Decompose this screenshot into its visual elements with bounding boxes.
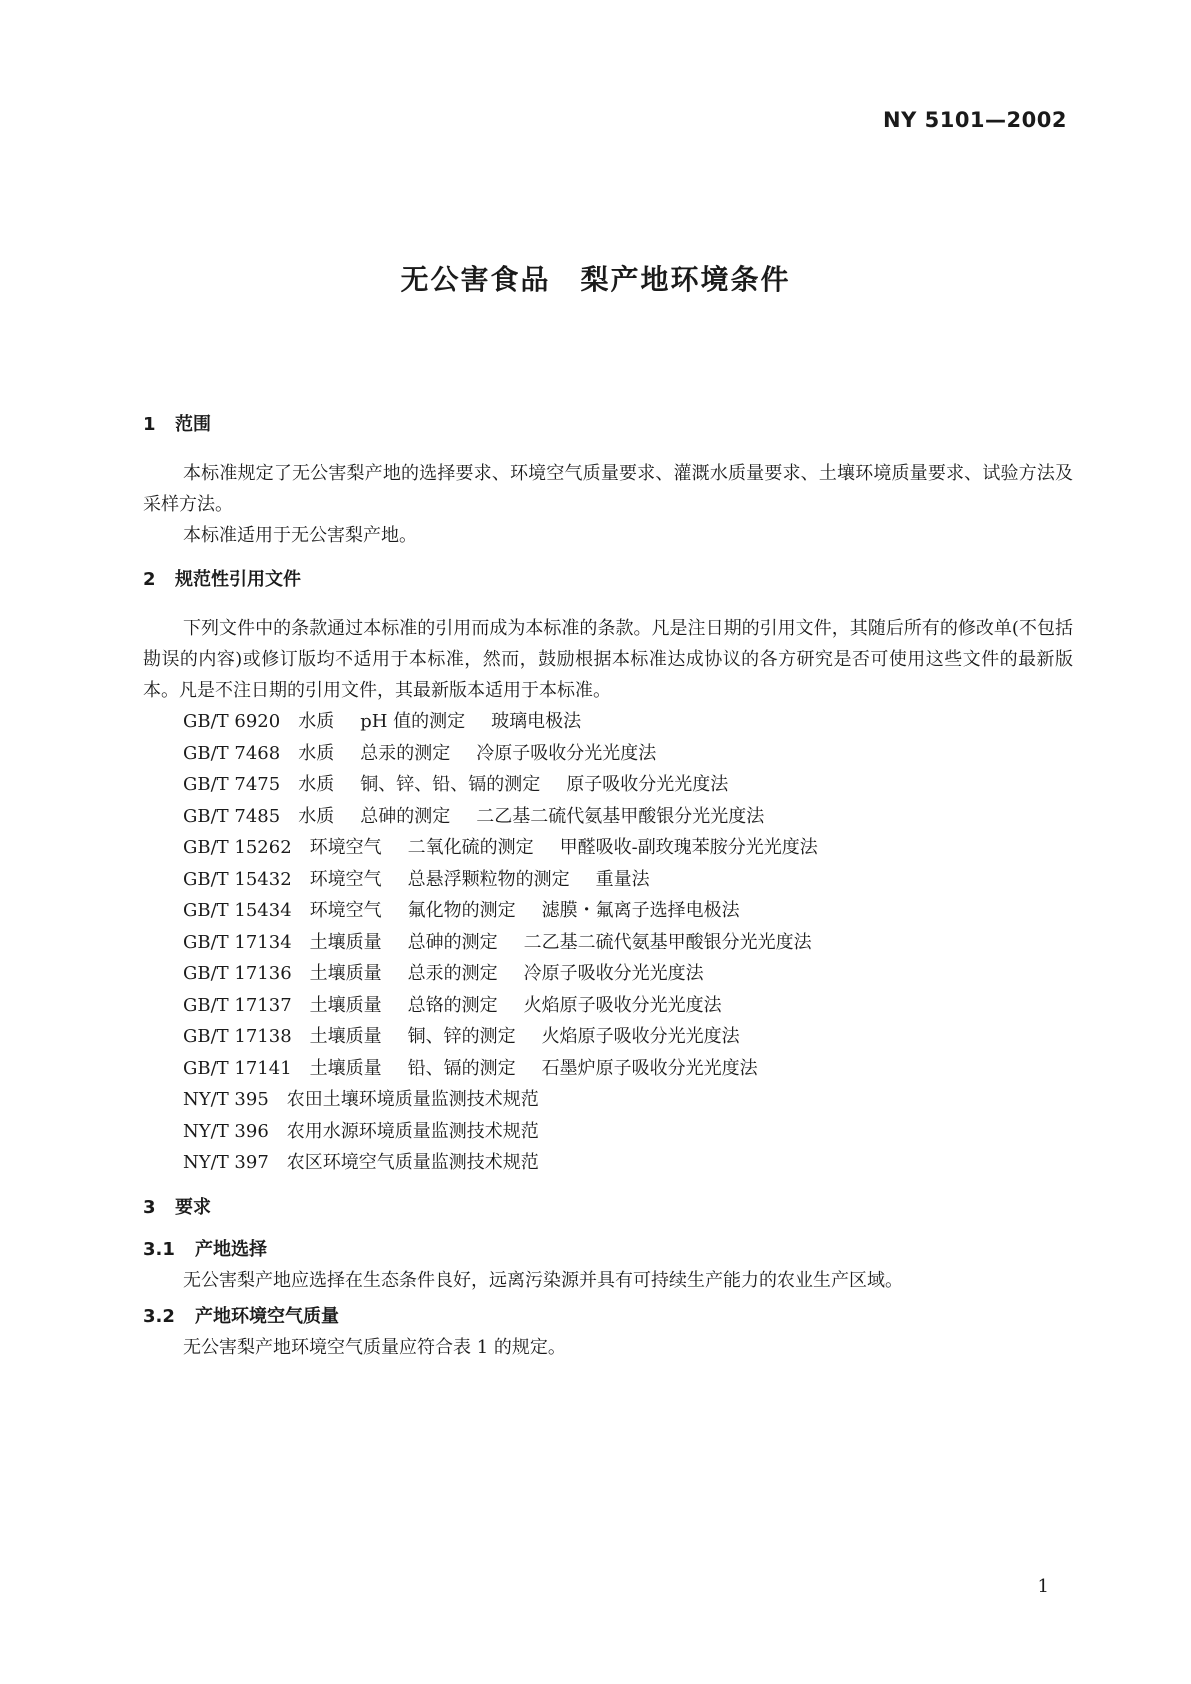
reference-title-part: 土壤质量 — [309, 1026, 382, 1047]
reference-title-part: 土壤质量 — [309, 994, 382, 1016]
subsection-title: 产地环境空气质量 — [195, 1305, 339, 1327]
subsection-text: 无公害梨产地应选择在生态条件良好，远离污染源并具有可持续生产能力的农业生产区域。 — [183, 1269, 903, 1291]
reference-title-part: 铜、锌、铅、镉的测定 — [360, 774, 541, 795]
reference-code: GB/T 7485 — [183, 805, 281, 827]
reference-title-part: 农区环境空气质量监测技术规范 — [286, 1152, 539, 1173]
reference-item — [143, 1021, 1073, 1053]
reference-title-part: 冷原子吸收分光光度法 — [476, 742, 657, 764]
reference-title-part: 滤膜・氟离子选择电极法 — [541, 900, 740, 921]
reference-title-part: 重量法 — [595, 868, 650, 890]
reference-item — [143, 1116, 1073, 1148]
subsection-text: 无公害梨产地环境空气质量应符合表 1 的规定。 — [183, 1336, 566, 1358]
reference-item — [143, 769, 1073, 801]
section-heading-scope — [143, 410, 1073, 440]
reference-code: GB/T 7468 — [183, 742, 281, 764]
reference-item — [143, 706, 1073, 738]
reference-code: GB/T 7475 — [183, 774, 281, 795]
section-heading-references — [143, 565, 1073, 595]
reference-title-part: 总砷的测定 — [360, 805, 451, 827]
reference-item — [143, 895, 1073, 927]
reference-list — [143, 706, 1073, 1179]
reference-title-part: 铜、锌的测定 — [407, 1026, 516, 1047]
reference-item — [143, 1053, 1073, 1085]
scope-paragraph: 本标准适用于无公害梨产地。 — [183, 525, 417, 546]
reference-item — [143, 990, 1073, 1022]
subsection-number: 3.1 — [143, 1238, 175, 1260]
reference-title-part: 总汞的测定 — [360, 742, 451, 764]
document-body — [143, 410, 1073, 1363]
reference-title-part: 环境空气 — [309, 868, 382, 890]
subsection-heading-air-quality — [143, 1302, 1073, 1332]
subsection-number: 3.2 — [143, 1305, 175, 1327]
reference-title-part: 原子吸收分光光度法 — [566, 774, 729, 795]
reference-title-part: 农田土壤环境质量监测技术规范 — [286, 1089, 539, 1110]
section-number: 1 — [143, 414, 156, 435]
reference-title-part: 农用水源环境质量监测技术规范 — [286, 1120, 539, 1142]
reference-title-part: 土壤质量 — [309, 1057, 382, 1079]
reference-code: GB/T 15262 — [183, 837, 292, 858]
reference-title-part: 总悬浮颗粒物的测定 — [407, 868, 570, 890]
section-heading-requirements — [143, 1193, 1073, 1223]
subsection-title: 产地选择 — [195, 1238, 267, 1260]
document-title: 无公害食品 梨产地环境条件 — [400, 263, 791, 296]
reference-title-part: 土壤质量 — [309, 963, 382, 984]
reference-code: GB/T 17138 — [183, 1026, 292, 1047]
reference-title-part: 环境空气 — [309, 900, 382, 921]
reference-title-part: 冷原子吸收分光光度法 — [523, 963, 704, 984]
reference-title-part: 总砷的测定 — [407, 931, 498, 953]
scope-paragraph: 本标准规定了无公害梨产地的选择要求、环境空气质量要求、灌溉水质量要求、土壤环境质量要求、试验方法及采样方法。 — [143, 463, 1073, 515]
reference-title-part: 总铬的测定 — [407, 994, 498, 1016]
reference-title-part: 土壤质量 — [309, 931, 382, 953]
subsection-heading-site-selection — [143, 1235, 1073, 1265]
standard-number: NY 5101—2002 — [883, 108, 1067, 132]
reference-title-part: 水质 — [298, 742, 335, 764]
section-title: 规范性引用文件 — [175, 569, 301, 590]
reference-title-part: 氟化物的测定 — [407, 900, 516, 921]
reference-item — [143, 801, 1073, 833]
reference-title-part: 玻璃电极法 — [491, 711, 582, 732]
reference-code: GB/T 6920 — [183, 711, 281, 732]
reference-item — [143, 1084, 1073, 1116]
reference-title-part: pH 值的测定 — [360, 711, 466, 732]
reference-item — [143, 864, 1073, 896]
reference-code: GB/T 15434 — [183, 900, 292, 921]
reference-title-part: 总汞的测定 — [407, 963, 498, 984]
reference-title-part: 水质 — [298, 711, 335, 732]
reference-item — [143, 738, 1073, 770]
reference-code: NY/T 395 — [183, 1089, 269, 1110]
reference-title-part: 二乙基二硫代氨基甲酸银分光光度法 — [476, 805, 765, 827]
reference-item — [143, 832, 1073, 864]
reference-code: GB/T 17136 — [183, 963, 292, 984]
reference-title-part: 火焰原子吸收分光光度法 — [523, 994, 722, 1016]
reference-title-part: 水质 — [298, 805, 335, 827]
reference-title-part: 火焰原子吸收分光光度法 — [541, 1026, 740, 1047]
reference-item — [143, 958, 1073, 990]
section-number: 3 — [143, 1196, 156, 1218]
reference-title-part: 甲醛吸收-副玫瑰苯胺分光光度法 — [559, 837, 818, 858]
reference-title-part: 二氧化硫的测定 — [407, 837, 534, 858]
reference-item — [143, 1147, 1073, 1179]
reference-code: GB/T 15432 — [183, 868, 292, 890]
reference-title-part: 环境空气 — [309, 837, 382, 858]
page-number: 1 — [1037, 1576, 1049, 1597]
section-title: 要求 — [175, 1196, 211, 1218]
reference-item — [143, 927, 1073, 959]
reference-title-part: 铅、镉的测定 — [407, 1057, 516, 1079]
reference-title-part: 石墨炉原子吸收分光光度法 — [541, 1057, 758, 1079]
section-number: 2 — [143, 569, 156, 590]
reference-title-part: 二乙基二硫代氨基甲酸银分光光度法 — [523, 931, 812, 953]
reference-code: GB/T 17134 — [183, 931, 292, 953]
reference-code: GB/T 17141 — [183, 1057, 292, 1079]
references-intro: 下列文件中的条款通过本标准的引用而成为本标准的条款。凡是注日期的引用文件，其随后所有的修改单(不包括勘误的内容)或修订版均不适用于本标准，然而，鼓励根据本标准达成协议的各方研究是否可使用这些文件的最新版本。凡是不注日期的引用文件，其最新版本适用于本标准。 — [143, 618, 1073, 701]
reference-code: GB/T 17137 — [183, 994, 292, 1016]
reference-title-part: 水质 — [298, 774, 335, 795]
reference-code: NY/T 396 — [183, 1120, 269, 1142]
reference-code: NY/T 397 — [183, 1152, 269, 1173]
section-title: 范围 — [175, 414, 211, 435]
